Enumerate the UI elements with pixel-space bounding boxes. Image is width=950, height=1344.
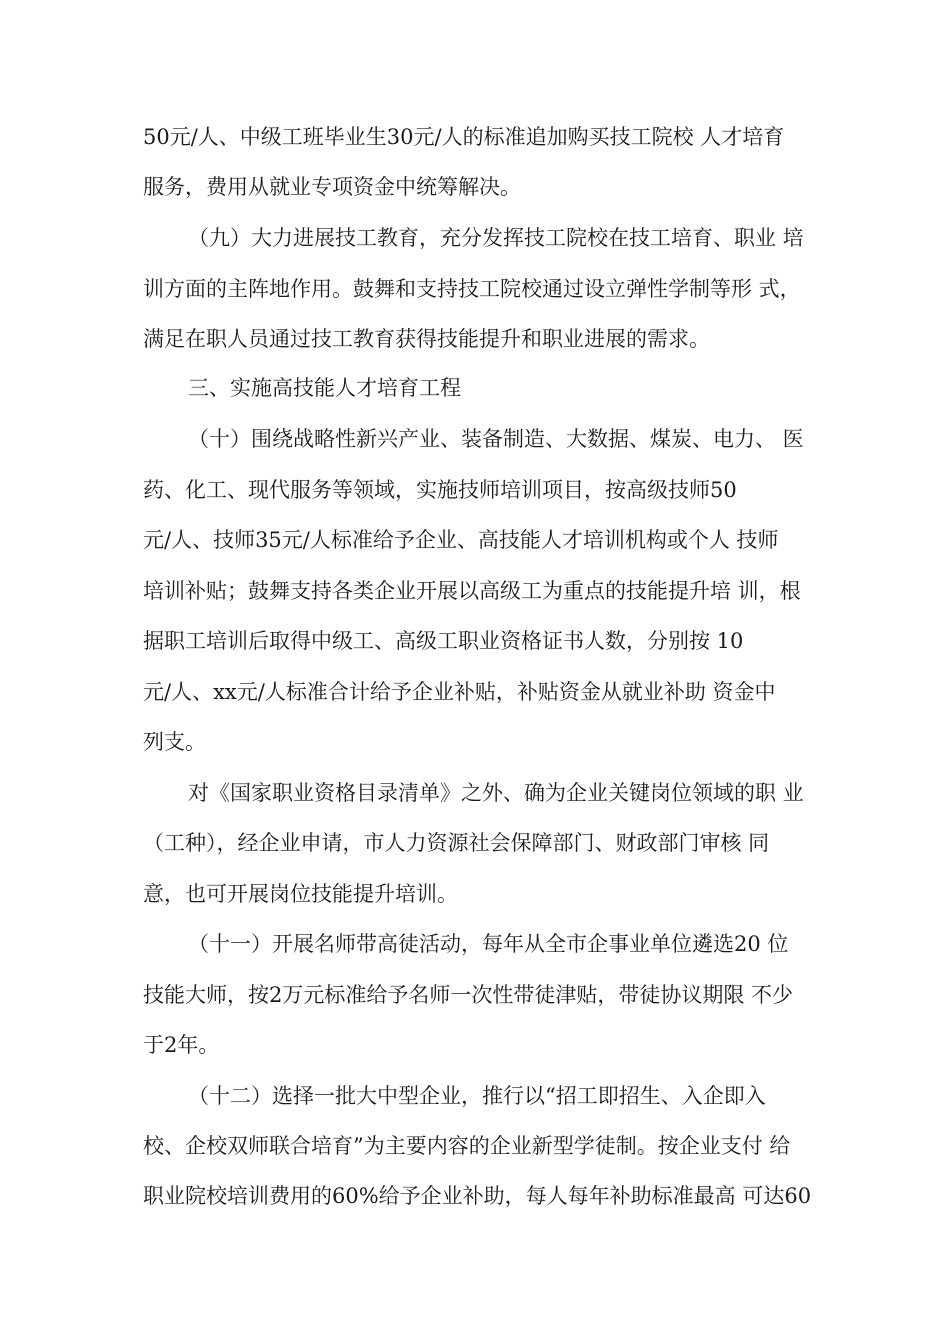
text-line: 培训补贴；鼓舞支持各类企业开展以高级工为重点的技能提升培 训，根 (143, 579, 801, 603)
text-line: 服务，费用从就业专项资金中统筹解决。 (143, 175, 521, 199)
text-line: 技能大师，按2万元标准给予名师一次性带徒津贴，带徒协议期限 不少 (143, 983, 794, 1007)
text-line: （九）大力进展技工教育，充分发挥技工院校在技工培育、职业 培 (188, 226, 804, 250)
text-line: 据职工培训后取得中级工、高级工职业资格证书人数，分别按 10 (143, 629, 744, 653)
text-line: 对《国家职业资格目录清单》之外、确为企业关键岗位领域的职 业 (188, 781, 804, 805)
text-line: （十一）开展名师带高徒活动，每年从全市企事业单位遴选20 位 (188, 932, 789, 956)
text-line: 元/人、技师35元/人标准给予企业、高技能人才培训机构或个人 技师 (143, 528, 779, 552)
text-line: 职业院校培训费用的60%给予企业补助，每人每年补助标准最高 可达60 (143, 1184, 812, 1208)
text-line: 药、化工、现代服务等领域，实施技师培训项目，按高级技师50 (143, 478, 737, 502)
text-line: 50元/人、中级工班毕业生30元/人的标准追加购买技工院校 人才培育 (143, 125, 785, 149)
text-line: 校、企校双师联合培育”为主要内容的企业新型学徒制。按企业支付 给 (143, 1134, 791, 1158)
text-line: 训方面的主阵地作用。鼓舞和支持技工院校通过设立弹性学制等形 式， (143, 277, 801, 301)
text-line: 意，也可开展岗位技能提升培训。 (143, 882, 458, 906)
text-line: 满足在职人员通过技工教育获得技能提升和职业进展的需求。 (143, 327, 710, 351)
text-line: 于2年。 (143, 1033, 220, 1057)
text-line: （十）围绕战略性新兴产业、装备制造、大数据、煤炭、电力、 医 (188, 427, 804, 451)
text-line: （工种），经企业申请，市人力资源社会保障部门、财政部门审核 同 (143, 831, 770, 855)
text-line: 元/人、xx元/人标准合计给予企业补贴，补贴资金从就业补助 资金中 (143, 680, 776, 704)
text-line: （十二）选择一批大中型企业，推行以“招工即招生、入企即入 (188, 1084, 766, 1108)
section-heading: 三、实施高技能人才培育工程 (188, 376, 461, 400)
text-line: 列支。 (143, 730, 206, 754)
